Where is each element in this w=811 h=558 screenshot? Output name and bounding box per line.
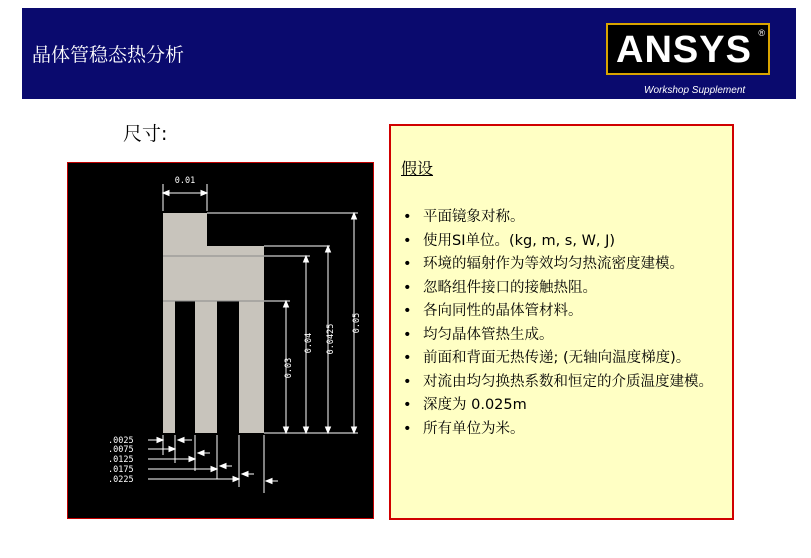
logo-registered-mark: ®: [758, 28, 765, 38]
list-item: • 所有单位为米。: [403, 420, 525, 437]
list-item: • 使用SI单位。(kg, m, s, W, J): [403, 232, 616, 249]
dim-vertical-4: 0.05: [352, 312, 362, 334]
list-item: • 对流由均匀换热系数和恒定的介质温度建模。: [403, 373, 713, 390]
list-item: • 平面镜象对称。: [403, 209, 525, 225]
logo-text: ANSYS: [616, 29, 752, 71]
dim-horizontal-5: .0225: [108, 475, 134, 485]
assumptions-heading: 假设: [401, 159, 434, 178]
dimension-drawing: [67, 162, 374, 519]
dim-vertical-2: 0.04: [304, 332, 314, 354]
workshop-supplement-label: Workshop Supplement: [644, 85, 746, 96]
transistor-geometry: [163, 213, 264, 433]
ansys-logo: [606, 23, 770, 75]
list-item: • 均匀晶体管热生成。: [403, 326, 554, 343]
slide-title: 晶体管稳态热分析: [32, 44, 185, 66]
dim-horizontal-4: .0175: [108, 465, 134, 475]
list-item: • 忽略组件接口的接触热阻。: [403, 279, 597, 296]
header-bar: [22, 8, 796, 99]
list-item: • 各向同性的晶体管材料。: [403, 303, 583, 319]
dim-horizontal-1: .0025: [108, 436, 134, 446]
assumptions-list: [399, 206, 724, 441]
list-item: • 深度为 0.025m: [403, 397, 527, 413]
list-item: • 前面和背面无热传递; (无轴向温度梯度)。: [403, 350, 691, 366]
dim-vertical-1: 0.03: [284, 357, 294, 379]
dim-horizontal-3: .0125: [108, 455, 134, 465]
drawing-svg: [68, 163, 373, 518]
dimensions-heading: 尺寸:: [123, 123, 168, 145]
dim-top-width: 0.01: [174, 176, 196, 186]
dim-horizontal-2: .0075: [108, 445, 134, 455]
assumptions-box: [389, 124, 734, 520]
list-item: • 环境的辐射作为等效均匀热流密度建模。: [403, 256, 684, 272]
dim-vertical-3: 0.0425: [326, 323, 336, 355]
